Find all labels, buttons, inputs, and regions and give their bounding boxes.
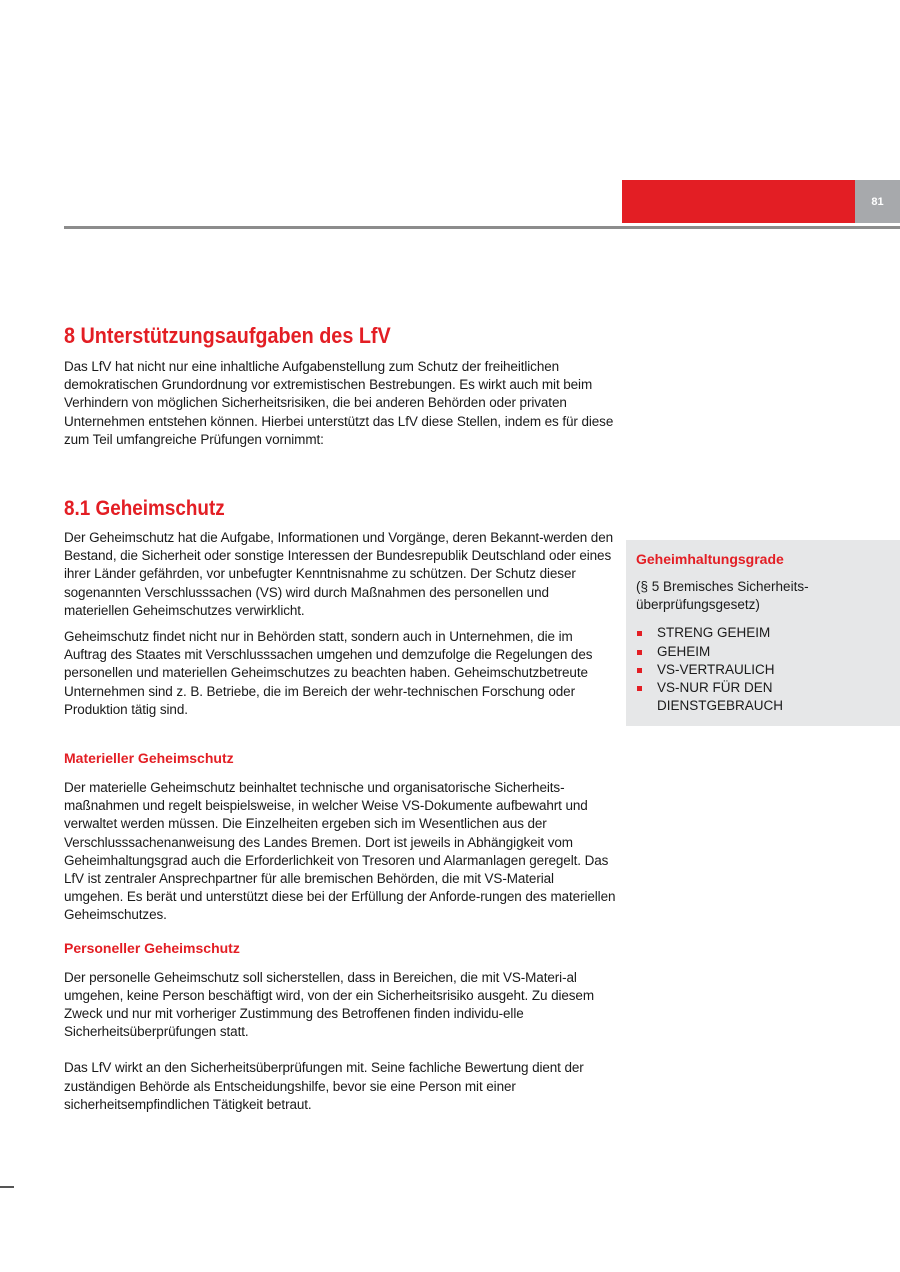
subsection-title: 8.1 Geheimschutz [64, 497, 225, 521]
list-item-label: VS-VERTRAULICH [657, 661, 775, 677]
main-column [64, 322, 616, 1114]
materiell-title: Materieller Geheimschutz [64, 750, 234, 767]
square-bullet-icon [637, 650, 642, 655]
square-bullet-icon [637, 668, 642, 673]
header-rule [64, 226, 900, 229]
list-item-label: VS-NUR FÜR DEN DIENSTGEBRAUCH [657, 680, 784, 714]
personell-title: Personeller Geheimschutz [64, 939, 240, 956]
square-bullet-icon [637, 631, 642, 636]
square-bullet-icon [637, 686, 642, 691]
section-intro: Das LfV hat nicht nur eine inhaltliche Aufgabenstellung zum Schutz der freiheitlichen demokratischen Grundordnung vor extremistischen Bestrebungen. Es wirkt auch mit beim Verhindern von möglichen Sicherheitsrisiken, die bei anderen Behörden oder privaten Unternehmen entstehen können. Hierbei unterstützt das LfV diese Stellen, indem es für diese zum Teil umfangreiche Prüfungen vornimmt: [64, 359, 614, 447]
section-title: 8 Unterstützungsaufgaben des LfV [64, 323, 391, 348]
list-item-label: STRENG GEHEIM [657, 625, 771, 641]
list-item-label: GEHEIM [657, 643, 711, 659]
materiell-paragraph: Der materielle Geheimschutz beinhaltet technische und organisatorische Sicherheits-maßnahmen und regelt beispielsweise, in welcher Weise VS-Dokumente aufbewahrt und verwaltet werden müssen. Die Einzelheiten ergeben sich im Wesentlichen aus der Verschlusssachenanweisung des Landes Bremen. Dort ist jeweils in Abhängigkeit vom Geheimhaltungsgrad auch die Erforderlichkeit von Tresoren und Alarmanlagen geregelt. Das LfV ist zentraler Ansprechpartner für alle bremischen Behörden, die mit VS-Material umgehen. Es berät und unterstützt diese bei der Erfüllung der Anforde-rungen des materiellen Geheimschutzes. [64, 780, 616, 923]
subsection-paragraph-2: Geheimschutz findet nicht nur in Behörden statt, sondern auch in Unternehmen, die im Auftrag des Staates mit Verschlusssachen umgehen und demzufolge die Regelungen des personellen und materiellen Geheimschutzes zu beachten haben. Geheimschutzbetreute Unternehmen sind z. B. Betriebe, die im Bereich der wehr-technischen Forschung oder Produktion tätig sind. [64, 629, 593, 717]
subsection-paragraph-1: Der Geheimschutz hat die Aufgabe, Informationen und Vorgänge, deren Bekannt-werden den Bestand, die Sicherheit oder sonstige Interessen der Bundesrepublik Deutschland oder eines ihrer Länder gefährden, vor unbefugter Kenntnisnahme zu schützen. Der Schutz dieser sogenannten Verschlusssachen (VS) wird durch Maßnahmen des personellen und materiellen Geheimschutzes verwirklicht. [64, 530, 614, 618]
list-item [636, 679, 890, 715]
page-header [0, 0, 900, 240]
margin-mark [0, 1186, 14, 1188]
sidebar-subtitle: (§ 5 Bremisches Sicherheits-überprüfungsgesetz) [636, 579, 809, 613]
personell-paragraph-1: Der personelle Geheimschutz soll sicherstellen, dass in Bereichen, die mit VS-Materi-al umgehen, keine Person beschäftigt wird, von der ein Sicherheitsrisiko ausgeht. Zu diesem Zweck und nur mit vorheriger Zustimmung des Betroffenen finden individu-elle Sicherheitsüberprüfungen statt. [64, 969, 594, 1040]
list-item [636, 624, 890, 642]
sidebar-info-box [626, 540, 900, 726]
list-item [636, 661, 890, 679]
sidebar-title: Geheimhaltungsgrade [636, 551, 784, 567]
header-red-bar [622, 180, 855, 223]
classification-list [636, 624, 890, 715]
personell-paragraph-2: Das LfV wirkt an den Sicherheitsüberprüfungen mit. Seine fachliche Bewertung dient der zuständigen Behörde als Entscheidungshilfe, bevor sie eine Person mit einer sicherheitsempfindlichen Tätigkeit betraut. [64, 1060, 584, 1112]
page-number: 81 [855, 180, 900, 223]
list-item [636, 643, 890, 661]
